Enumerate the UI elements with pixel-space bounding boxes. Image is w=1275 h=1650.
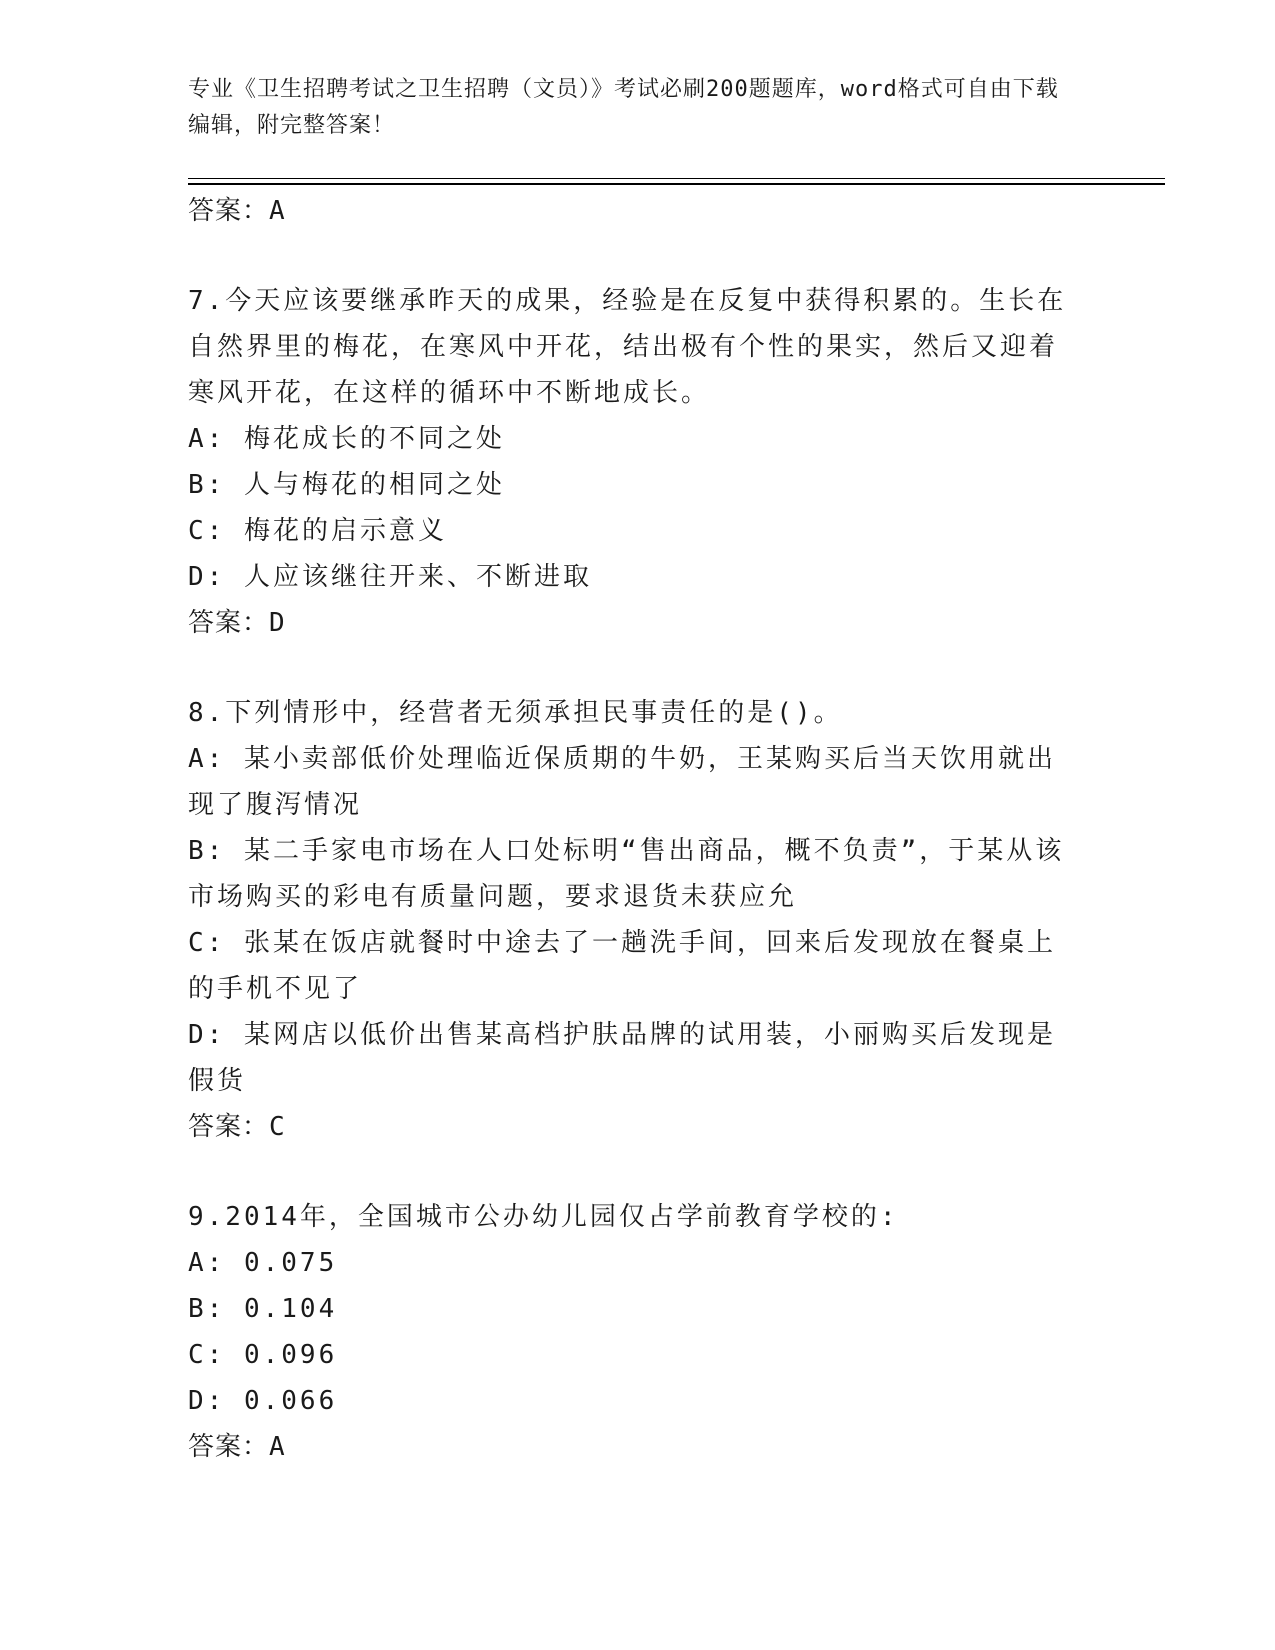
option-a: A: 某小卖部低价处理临近保质期的牛奶，王某购买后当天饮用就出现了腹泻情况 <box>188 744 1056 820</box>
option-c: C: 0.096 <box>188 1340 338 1370</box>
option-b: B: 某二手家电市场在人口处标明“售出商品，概不负责”，于某从该市场购买的彩电有质量问题，要求退货未获应允 <box>188 836 1065 912</box>
option-b: B: 人与梅花的相同之处 <box>188 470 505 500</box>
question-7 <box>188 278 1078 646</box>
option-d: D: 人应该继往开来、不断进取 <box>188 562 592 592</box>
answer-line: 答案：A <box>188 196 286 226</box>
option-c: C: 张某在饭店就餐时中途去了一趟洗手间，回来后发现放在餐桌上的手机不见了 <box>188 928 1056 1004</box>
answer-line: 答案：A <box>188 1432 286 1462</box>
question-stem: 8.下列情形中，经营者无须承担民事责任的是()。 <box>188 698 843 728</box>
header-divider-thin <box>188 178 1165 179</box>
question-stem: 9.2014年，全国城市公办幼儿园仅占学前教育学校的: <box>188 1202 899 1232</box>
question-list <box>188 188 1078 1470</box>
option-b: B: 0.104 <box>188 1294 338 1324</box>
answer-line: 答案：D <box>188 608 286 638</box>
option-d: D: 0.066 <box>188 1386 338 1416</box>
option-c: C: 梅花的启示意义 <box>188 516 447 546</box>
option-a: A: 梅花成长的不同之处 <box>188 424 505 454</box>
document-header: 专业《卫生招聘考试之卫生招聘（文员）》考试必刷200题题库，word格式可自由下载编辑，附完整答案！ <box>188 77 1059 138</box>
option-d: D: 某网店以低价出售某高档护肤品牌的试用装，小丽购买后发现是假货 <box>188 1020 1056 1096</box>
header-divider-thick <box>188 183 1165 185</box>
option-a: A: 0.075 <box>188 1248 338 1278</box>
answer-line: 答案：C <box>188 1112 286 1142</box>
question-9 <box>188 1194 1078 1470</box>
question-stem: 7.今天应该要继承昨天的成果，经验是在反复中获得积累的。生长在自然界里的梅花，在寒风中开花，结出极有个性的果实，然后又迎着寒风开花，在这样的循环中不断地成长。 <box>188 286 1067 408</box>
question-8 <box>188 690 1078 1150</box>
